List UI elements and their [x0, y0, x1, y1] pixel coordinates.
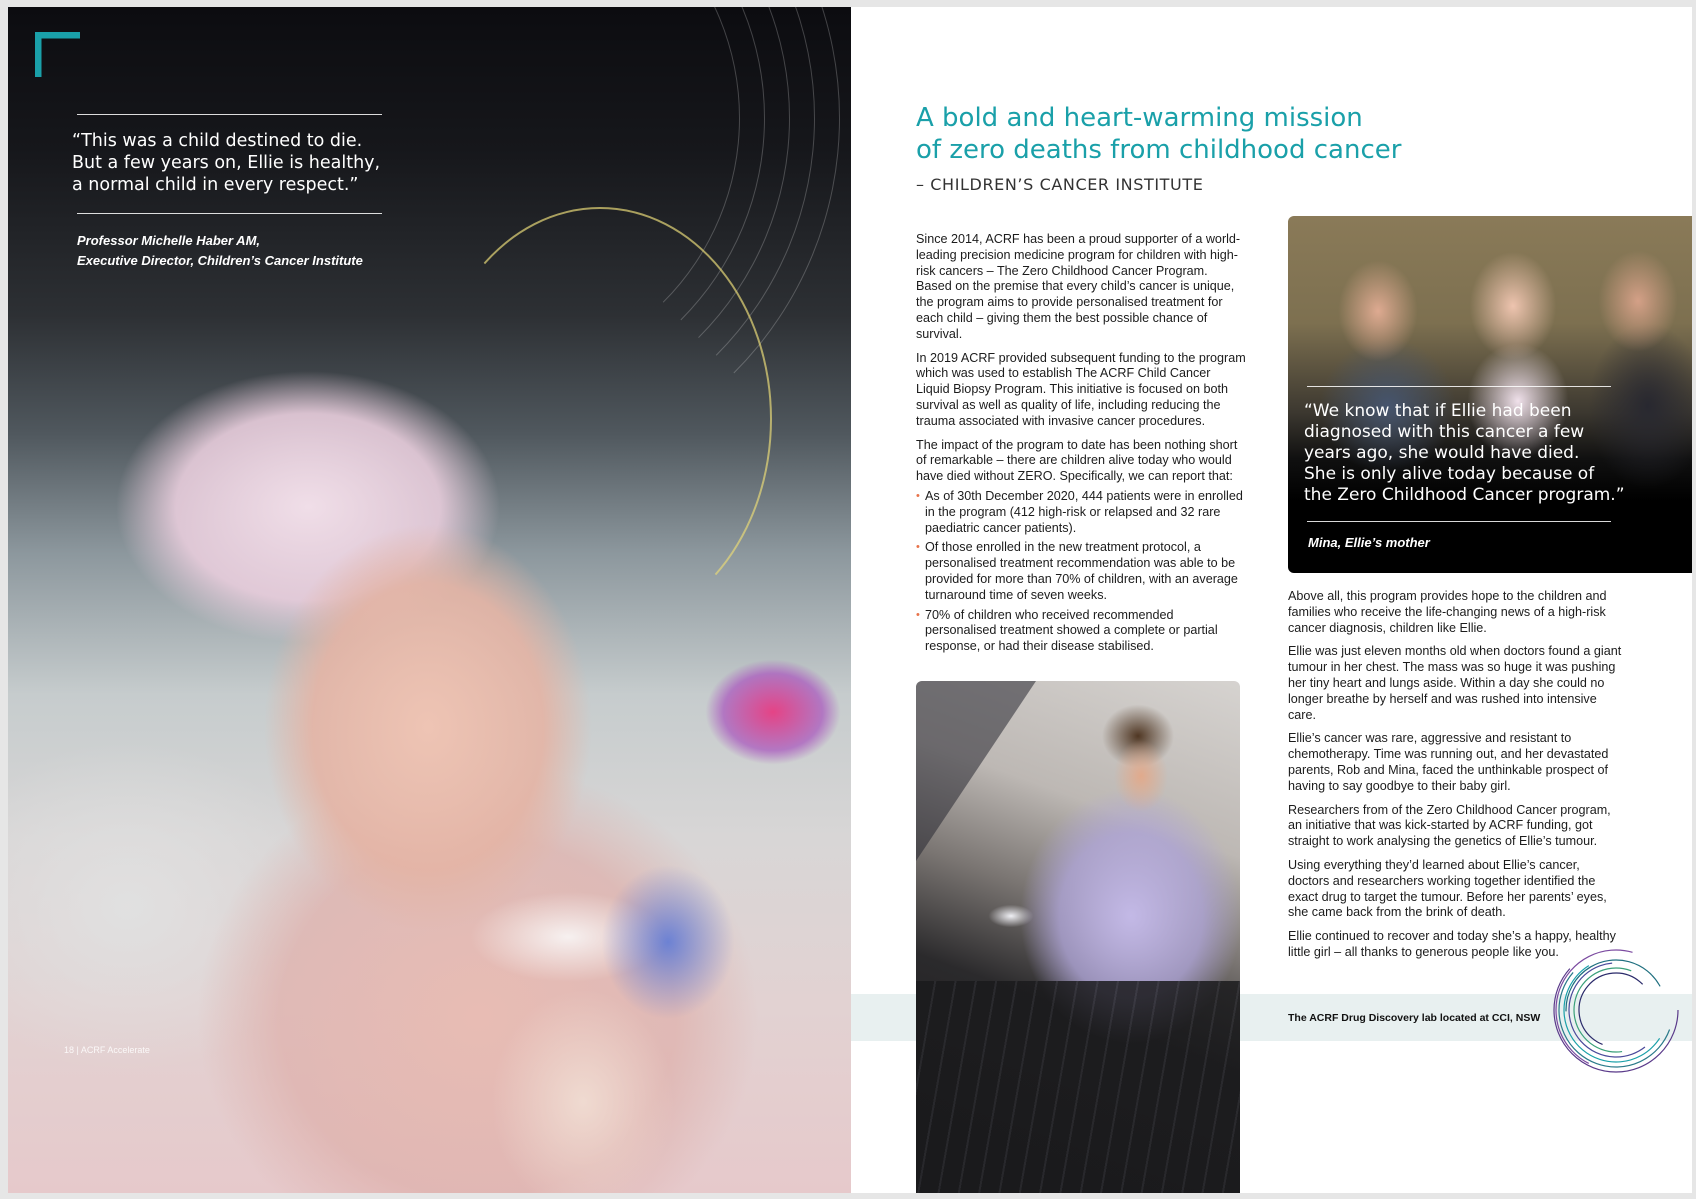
pull-quote: “This was a child destined to die. But a few years on, Ellie is healthy, a normal child in every respect.”	[72, 131, 381, 195]
body-paragraph: Researchers from of the Zero Childhood Cancer program, an initiative that was kick-started by ACRF funding, got straight to work analysing the genetics of Ellie’s tumour.	[1288, 802, 1611, 849]
headline-line-2: of zero deaths from childhood cancer	[916, 135, 1402, 165]
right-page	[851, 7, 1692, 1193]
body-column-left	[916, 232, 1246, 659]
body-paragraph: In 2019 ACRF provided subsequent funding to the program which was used to establish The ACRF Child Cancer Liquid Biopsy Program. This initiative is focused on both survival as well as quality of life, including reducing the trauma associated with invasive cancer procedures.	[916, 350, 1246, 428]
bullet-item: • As of 30th December 2020, 444 patients were in enrolled in the program (412 high-risk or relapsed and 32 rare paediatric cancer patients).	[916, 489, 1246, 536]
photo-caption: The ACRF Drug Discovery lab located at CCI, NSW	[1288, 1012, 1541, 1024]
headline-line-1: A bold and heart-warming mission	[916, 103, 1363, 133]
body-paragraph: The impact of the program to date has been nothing short of remarkable – there are children alive today who would have died without ZERO. Specifically, we can report that:	[916, 437, 1238, 484]
lab-researcher-photo	[916, 681, 1240, 1193]
article-subhead: – CHILDREN’S CANCER INSTITUTE	[916, 175, 1204, 194]
body-paragraph: Ellie continued to recover and today she’s a happy, healthy little girl – all thanks to generous people like you.	[1288, 929, 1616, 959]
swirl-logo-icon	[1536, 935, 1686, 1085]
magazine-spread	[8, 7, 1692, 1193]
body-paragraph: Since 2014, ACRF has been a proud supporter of a world-leading precision medicine program for children with high-risk cancers – The Zero Childhood Cancer Program. Based on the premise that every child’s cancer is unique, the program aims to provide personalised treatment for each child – giving them the best possible chance of survival.	[916, 232, 1241, 341]
article-headline	[916, 102, 1476, 166]
fume-hood	[916, 681, 1036, 861]
family-photo	[1288, 216, 1692, 573]
body-paragraph: Using everything they’d learned about Ellie’s cancer, doctors and researchers working together identified the exact drug to target the tumour. Before her parents’ eyes, she came back from the brink of death.	[1288, 857, 1607, 920]
quote-top-rule	[1307, 386, 1611, 387]
bullet-item: • Of those enrolled in the new treatment protocol, a personalised treatment recommendation was able to be provided for more than 70% of children, with an average turnaround time of seven weeks.	[916, 540, 1246, 603]
impact-bullet-list	[916, 489, 1246, 655]
family-pull-quote: “We know that if Ellie had been diagnosed with this cancer a few years ago, she would have died. She is only alive today because of the Zero Childhood Cancer program.”	[1304, 401, 1625, 505]
quote-bottom-rule	[77, 213, 382, 214]
attribution-name: Professor Michelle Haber AM,	[77, 233, 261, 248]
body-column-right	[1288, 589, 1623, 969]
quote-top-rule	[77, 114, 382, 115]
feeding-tube	[428, 207, 772, 631]
attribution-role: Executive Director, Children’s Cancer Institute	[77, 252, 363, 268]
body-paragraph: Ellie was just eleven months old when doctors found a giant tumour in her chest. The mass was so huge it was pushing her tiny heart and lungs aside. Within a day she could no longer breathe by herself and was rushed into intensive care.	[1288, 644, 1622, 722]
bullet-item: • 70% of children who received recommended personalised treatment showed a complete or partial response, or had their disease stabilised.	[916, 608, 1246, 655]
quote-bottom-rule	[1307, 521, 1611, 522]
body-paragraph: Ellie’s cancer was rare, aggressive and resistant to chemotherapy. Time was running out, and her devastated parents, Rob and Mina, faced the unthinkable prospect of having to say goodbye to their baby girl.	[1288, 731, 1609, 793]
family-quote-attribution: Mina, Ellie’s mother	[1308, 535, 1430, 550]
lab-bench	[916, 981, 1240, 1193]
body-paragraph: Above all, this program provides hope to the children and families who receive the life-changing news of a high-risk cancer diagnosis, children like Ellie.	[1288, 589, 1607, 635]
left-page-photo	[8, 7, 851, 1193]
quote-attribution	[77, 231, 407, 270]
page-footer: 18 | ACRF Accelerate	[64, 1045, 150, 1055]
corner-bracket-icon	[35, 32, 83, 80]
